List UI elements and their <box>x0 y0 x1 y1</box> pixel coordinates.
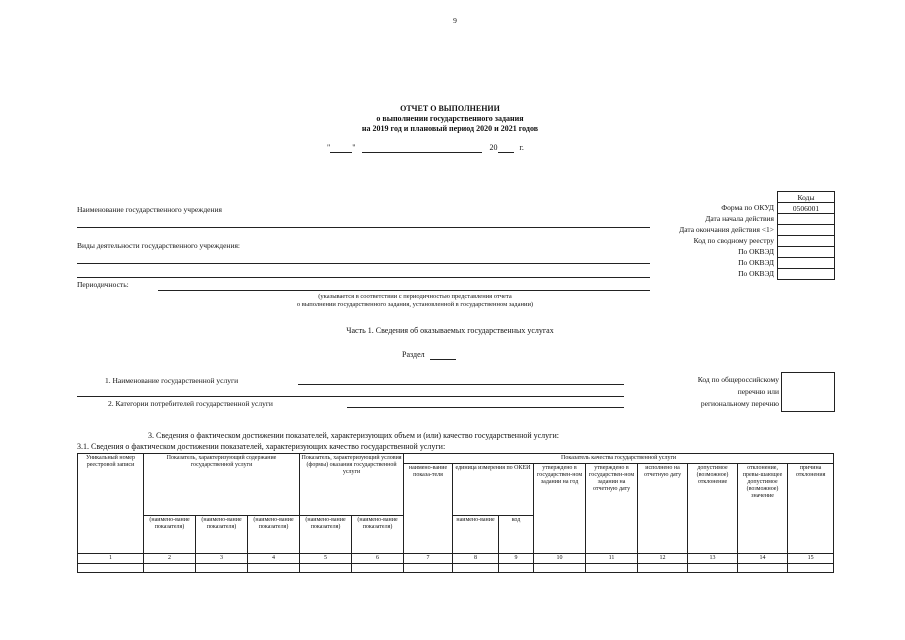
col-num: 8 <box>453 554 499 564</box>
col-num: 15 <box>788 554 834 564</box>
th-quality-indicator: Показатель качества государственной услуги <box>404 454 834 464</box>
activity-types-line-2[interactable] <box>77 277 650 278</box>
table-cell[interactable] <box>248 564 300 573</box>
col-num: 10 <box>534 554 586 564</box>
codes-value-end-date[interactable] <box>778 225 835 236</box>
codes-label-start-date: Дата начала действия <box>705 214 774 223</box>
th-unit-okei: единица измерения по ОКЕИ <box>453 464 534 516</box>
part1-title: Часть 1. Сведения об оказываемых государственных услугах <box>346 326 554 335</box>
codes-value-okud[interactable]: 0506001 <box>778 203 835 214</box>
table-cell[interactable] <box>404 564 453 573</box>
table-cell[interactable] <box>499 564 534 573</box>
th-unit-name: наимено-вание <box>453 516 499 554</box>
periodicity-note-1: (указывается в соответствии с периодичностью представления отчета <box>318 293 512 300</box>
date-suffix: г. <box>519 143 524 152</box>
th-excess-deviation: отклонение, превы-шающее допустимое (возможное) значение <box>738 464 788 554</box>
date-month-blank[interactable] <box>362 144 482 153</box>
institution-name-line[interactable] <box>77 227 650 228</box>
registry-code-box[interactable] <box>781 372 835 412</box>
codes-labels <box>600 203 774 280</box>
col-num: 4 <box>248 554 300 564</box>
table-cell[interactable] <box>144 564 196 573</box>
activity-types-label: Виды деятельности государственного учреждения: <box>77 241 240 250</box>
registry-code-label-2: перечню или <box>737 387 779 396</box>
date-open-quote: " <box>327 143 331 152</box>
th-content-indicator: Показатель, характеризующий содержание государственной услуги <box>144 454 300 516</box>
table-cell[interactable] <box>586 564 638 573</box>
periodicity-note <box>230 293 600 309</box>
th-conditions-indicator: Показатель, характеризующий условия (формы) оказания государственной услуги <box>300 454 404 516</box>
codes-value-start-date[interactable] <box>778 214 835 225</box>
date-year-prefix: 20 <box>489 143 498 152</box>
col-num: 5 <box>300 554 352 564</box>
th-approved-date: утверждено в государствен-ном задании на отчетную дату <box>586 464 638 554</box>
th-conditions-sub-1: (наимено-вание показателя) <box>300 516 352 554</box>
table-row <box>78 564 834 573</box>
report-date-line <box>327 143 567 154</box>
table-cell[interactable] <box>534 564 586 573</box>
date-close-quote: " <box>352 143 356 152</box>
codes-label-okved-1: По ОКВЭД <box>738 247 774 256</box>
codes-label-end-date: Дата окончания действия <1> <box>679 225 774 234</box>
table-cell[interactable] <box>352 564 404 573</box>
col-num: 7 <box>404 554 453 564</box>
th-registry-number: Уникальный номер реестровой записи <box>78 454 144 554</box>
registry-code-label-3: региональному перечню <box>700 399 779 408</box>
codes-value-okved-2[interactable] <box>778 258 835 269</box>
codes-value-okved-1[interactable] <box>778 247 835 258</box>
th-approved-year: утверждено в государствен-ном задании на год <box>534 464 586 554</box>
activity-types-line-1[interactable] <box>77 263 650 264</box>
th-allowed-deviation: допустимое (возможное) отклонение <box>688 464 738 554</box>
item31-heading: 3.1. Сведения о фактическом достижении показателей, характеризующих качество государственной услуги: <box>77 442 446 451</box>
report-title: ОТЧЕТ О ВЫПОЛНЕНИИ <box>400 104 500 113</box>
registry-code-label <box>640 375 779 411</box>
page-number: 9 <box>453 16 457 25</box>
th-indicator-name: наимено-вание показа-теля <box>404 464 453 554</box>
section-label-text: Раздел <box>402 350 425 359</box>
col-num: 2 <box>144 554 196 564</box>
service-name-line-2[interactable] <box>77 396 624 397</box>
column-numbers-row <box>78 554 834 564</box>
col-num: 6 <box>352 554 404 564</box>
th-unit-code: код <box>499 516 534 554</box>
table-cell[interactable] <box>78 564 144 573</box>
table-cell[interactable] <box>738 564 788 573</box>
section-label <box>402 350 456 360</box>
codes-value-registry[interactable] <box>778 236 835 247</box>
service-name-line[interactable] <box>298 384 624 385</box>
report-subtitle-1: о выполнении государственного задания <box>376 114 524 123</box>
col-num: 14 <box>738 554 788 564</box>
report-header <box>250 104 650 134</box>
col-num: 3 <box>196 554 248 564</box>
table-cell[interactable] <box>688 564 738 573</box>
registry-code-label-1: Код по общероссийскому <box>697 375 779 384</box>
table-cell[interactable] <box>453 564 499 573</box>
codes-box <box>777 191 835 280</box>
date-day-blank[interactable] <box>330 144 352 153</box>
th-executed: исполнено на отчетную дату <box>638 464 688 554</box>
col-num: 12 <box>638 554 688 564</box>
date-year-blank[interactable] <box>498 144 514 153</box>
periodicity-note-2: о выполнении государственного задания, установленной в государственном задании) <box>296 301 534 308</box>
codes-label-okud: Форма по ОКУД <box>721 203 774 212</box>
consumers-label: 2. Категории потребителей государственной услуги <box>108 399 273 408</box>
col-num: 9 <box>499 554 534 564</box>
col-num: 1 <box>78 554 144 564</box>
codes-header: Коды <box>778 192 835 203</box>
codes-label-okved-2: По ОКВЭД <box>738 258 774 267</box>
table-cell[interactable] <box>638 564 688 573</box>
institution-name-label: Наименование государственного учреждения <box>77 205 222 214</box>
service-name-label: 1. Наименование государственной услуги <box>105 376 239 385</box>
section-number-blank[interactable] <box>430 351 456 360</box>
table-cell[interactable] <box>788 564 834 573</box>
col-num: 13 <box>688 554 738 564</box>
th-content-sub-2: (наимено-вание показателя) <box>196 516 248 554</box>
periodicity-line[interactable] <box>158 290 650 291</box>
codes-label-registry: Код по сводному реестру <box>693 236 774 245</box>
quality-indicators-table <box>77 453 834 573</box>
th-conditions-sub-2: (наимено-вание показателя) <box>352 516 404 554</box>
codes-value-okved-3[interactable] <box>778 269 835 280</box>
periodicity-label: Периодичность: <box>77 280 129 289</box>
table-cell[interactable] <box>196 564 248 573</box>
report-subtitle-2: на 2019 год и плановый период 2020 и 2021 годов <box>361 124 539 133</box>
th-content-sub-1: (наимено-вание показателя) <box>144 516 196 554</box>
consumers-line[interactable] <box>347 407 624 408</box>
th-deviation-reason: причина отклонения <box>788 464 834 554</box>
item3-heading: 3. Сведения о фактическом достижении показателей, характеризующих объем и (или) качество государственной услуги: <box>148 431 559 440</box>
table-cell[interactable] <box>300 564 352 573</box>
th-content-sub-3: (наимено-вание показателя) <box>248 516 300 554</box>
col-num: 11 <box>586 554 638 564</box>
codes-label-okved-3: По ОКВЭД <box>738 269 774 278</box>
